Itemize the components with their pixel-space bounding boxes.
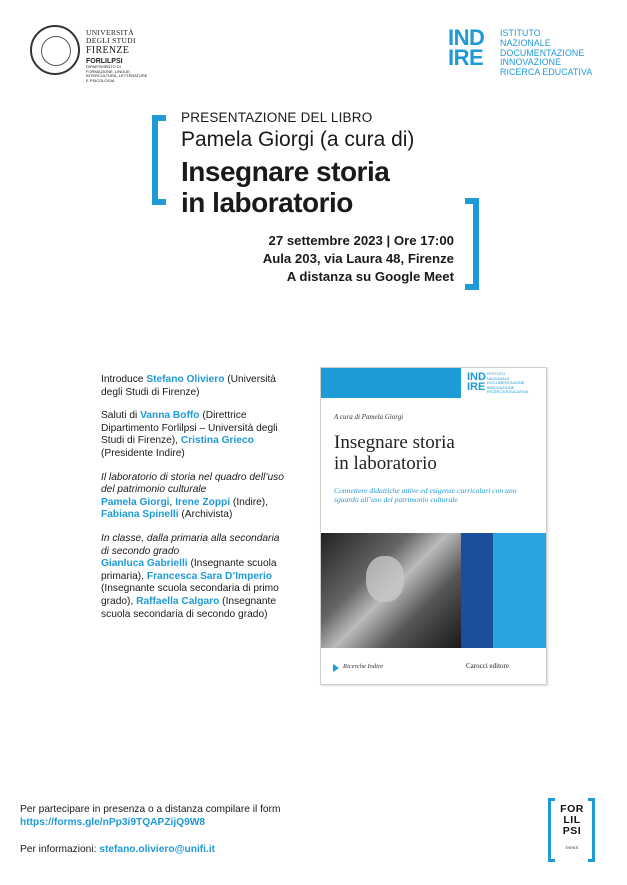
unifi-line: UNIVERSITÀ [86, 28, 134, 37]
book-title-line: Insegnare storia [181, 156, 390, 187]
indire-line: NAZIONALE [500, 37, 551, 48]
indire-logo-bottom: IRE [448, 45, 484, 70]
logo-bracket-left [548, 798, 555, 862]
forlilpsi-events-logo: FOR LIL PSI EVENTI [548, 798, 594, 858]
session-topic: Il laboratorio di storia nel quadro dell’uso del patrimonio culturale [101, 471, 284, 496]
indire-logo [448, 25, 485, 70]
forlilpsi-department-logo [86, 58, 148, 83]
cover-photo-face [366, 556, 404, 602]
program-greetings: Saluti di Vanna Boffo (Direttrice Dipartimento Forlilpsi – Università degli Studi di Firenze), Cristina Grieco (Presidente Indire) [101, 410, 278, 459]
unifi-line: DEGLI STUDI [86, 36, 136, 45]
cover-subtitle: Connettere didattiche attive ed esigenze curricolari con uno sguardo all’uso del patrimonio culturale [334, 486, 517, 504]
program-session-1: Il laboratorio di storia nel quadro dell’uso del patrimonio culturale Pamela Giorgi, Irene Zoppi (Indire), Fabiana Spinelli (Archivista) [101, 471, 284, 521]
cover-indire-name: ISTITUTO NAZIONALE DOCUMENTAZIONE INNOVAZIONE RICERCA EDUCATIVA [487, 371, 529, 394]
book-cover [320, 367, 547, 685]
program [101, 374, 286, 632]
participation-note: Per partecipare in presenza o a distanza compilare il form https://forms.gle/nPp3i9TQAPZijQ9W8 [20, 804, 281, 828]
speaker-name: Pamela Giorgi [101, 496, 170, 508]
event-remote: A distanza su Google Meet [286, 269, 454, 284]
form-link[interactable]: https://forms.gle/nPp3i9TQAPZijQ9W8 [20, 817, 206, 828]
forlilpsi-sub: DIPARTIMENTO DI FORMAZIONE, LINGUE, INTERCULTURA, LETTERATURE E PSICOLOGIA [86, 64, 148, 83]
speaker-name: Vanna Boffo [140, 410, 200, 422]
cover-title: Insegnare storia in laboratorio [334, 432, 455, 474]
speaker-name: Raffaella Calgaro [136, 595, 220, 607]
book-title-line: in laboratorio [181, 187, 353, 218]
speaker-name: Stefano Oliviero [146, 374, 225, 385]
unifi-wordmark [86, 29, 136, 56]
cover-stripe-dark [461, 533, 493, 648]
forlilpsi-short: FORLILPSI [86, 58, 123, 65]
event-kicker: PRESENTAZIONE DEL LIBRO [181, 110, 373, 125]
event-details [263, 232, 454, 286]
info-line: Per informazioni: stefano.oliviero@unifi.it [20, 844, 216, 855]
indire-line: ISTITUTO [500, 28, 541, 38]
indire-name [500, 29, 592, 78]
indire-line: RICERCA EDUCATIVA [500, 67, 593, 78]
indire-logo-top: IND [448, 25, 485, 50]
logo-sub: EVENTI [565, 846, 579, 850]
bracket-left [152, 115, 166, 205]
program-intro: Introduce Stefano Oliviero (Università degli Studi di Firenze) [101, 374, 276, 398]
cover-curator: A cura di Pamela Giorgi [334, 413, 404, 421]
speaker-name: Irene Zoppi [175, 496, 231, 508]
program-session-2: In classe, dalla primaria alla secondaria di secondo grado Gianluca Gabrielli (Insegnante scuola primaria), Francesca Sara D’Imperio (Insegnante scuola secondaria di primo grado), Raffaella Calgaro (Insegnante scuola secondaria di secondo grado) [101, 532, 280, 620]
play-triangle-icon [333, 664, 339, 672]
cover-publisher: Carocci editore [466, 662, 509, 670]
event-location: Aula 203, via Laura 48, Firenze [262, 251, 454, 266]
university-seal-icon [30, 25, 80, 75]
speaker-name: Cristina Grieco [180, 435, 254, 447]
indire-line: INNOVAZIONE [500, 57, 562, 68]
bracket-right [465, 198, 479, 290]
info-email-link[interactable]: stefano.oliviero@unifi.it [99, 844, 216, 855]
session-topic: In classe, dalla primaria alla secondaria di secondo grado [101, 532, 280, 557]
speaker-name: Francesca Sara D’Imperio [146, 570, 272, 582]
indire-line: DOCUMENTAZIONE [500, 47, 585, 58]
cover-series: Ricerche Indire [343, 663, 384, 670]
book-author: Pamela Giorgi (a cura di) [181, 128, 415, 151]
cover-stripe-light [493, 533, 546, 648]
cover-indire-logo: IND IRE [467, 371, 486, 393]
unifi-line: FIRENZE [86, 45, 130, 56]
book-title [181, 156, 389, 218]
logo-bracket-right [588, 798, 595, 862]
event-date-time: 27 settembre 2023 | Ore 17:00 [268, 233, 454, 248]
speaker-name: Gianluca Gabrielli [101, 558, 188, 570]
speaker-name: Fabiana Spinelli [101, 509, 179, 521]
